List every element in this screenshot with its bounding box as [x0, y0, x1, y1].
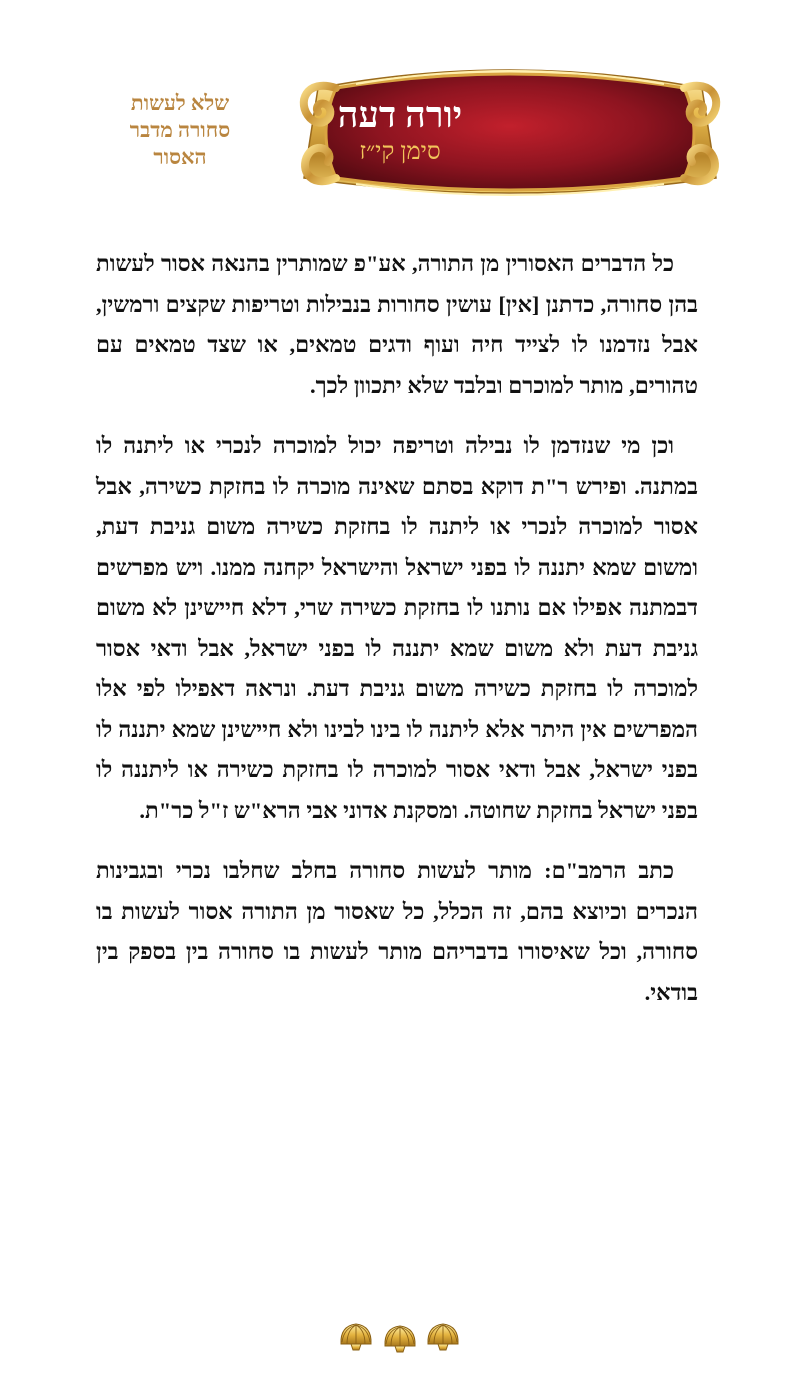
banner-subtitle: סימן קי״ז — [359, 139, 441, 165]
side-note-line: סחורה מדבר — [129, 118, 231, 142]
side-note-line: האסור — [153, 145, 207, 169]
paragraph: כתב הרמב"ם: מותר לעשות סחורה בחלב שחלבו נכרי ובגבינות הנכרים וכיוצא בהם, זה הכלל, כל שאסור מן התורה אסור לעשות בו סחורה, וכל שאיסורו בדבריהם מותר לעשות בו סחורה בין בספק בין בודאי. — [96, 858, 698, 1005]
scallop-shell-icon — [385, 1326, 415, 1352]
paragraph: וכן מי שנזדמן לו נבילה וטריפה יכול למוכרה לנכרי או ליתנה לו במתנה. ופירש ר"ת דוקא בסתם שאינה מוכרה לו בחזקת כשירה, אבל אסור למוכרה לנכרי או ליתנה לו בחזקת כשירה משום גניבת דעת, ומשום שמא יתננה לו בפני ישראל והישראל יקחנה ממנו. ויש מפרשים דבמתנה אפילו אם נותנו לו בחזקת כשירה שרי, דלא חיישינן לא משום גניבת דעת ולא משום שמא יתננה לו בפני ישראל, אבל ודאי אסור למוכרה לו בחזקת כשירה משום גניבת דעת. ונראה דאפילו לפי אלו המפרשים אין היתר אלא ליתנה לו בינו לבינו ולא חיישינן שמא יתננה לו בפני ישראל, אבל ודאי אסור למוכרה לו בחזקת כשירה או ליתננה לו בפני ישראל בחזקת שחוטה. ומסקנת אדוני אבי הרא"ש ז"ל כר"ת. — [96, 433, 698, 823]
paragraph: כל הדברים האסורין מן התורה, אע"פ שמותרין בהנאה אסור לעשות בהן סחורה, כדתנן [אין] עושין סחורות בנבילות וטריפות שקצים ורמשין, אבל נזדמנו לו לצייד חיה ועוף ודגים טמאים, או שצד טמאים עם טהורים, מותר למוכרם ובלבד שלא יתכוון לכך. — [96, 251, 698, 398]
banner-title: יורה דעה — [337, 95, 463, 135]
footer-ornament — [0, 1318, 800, 1358]
scallop-shell-icon — [428, 1324, 458, 1350]
page-header — [0, 0, 800, 230]
main-text — [96, 244, 698, 1033]
side-note-line: שלא לעשות — [130, 91, 230, 115]
scallop-shell-icon — [341, 1324, 371, 1350]
